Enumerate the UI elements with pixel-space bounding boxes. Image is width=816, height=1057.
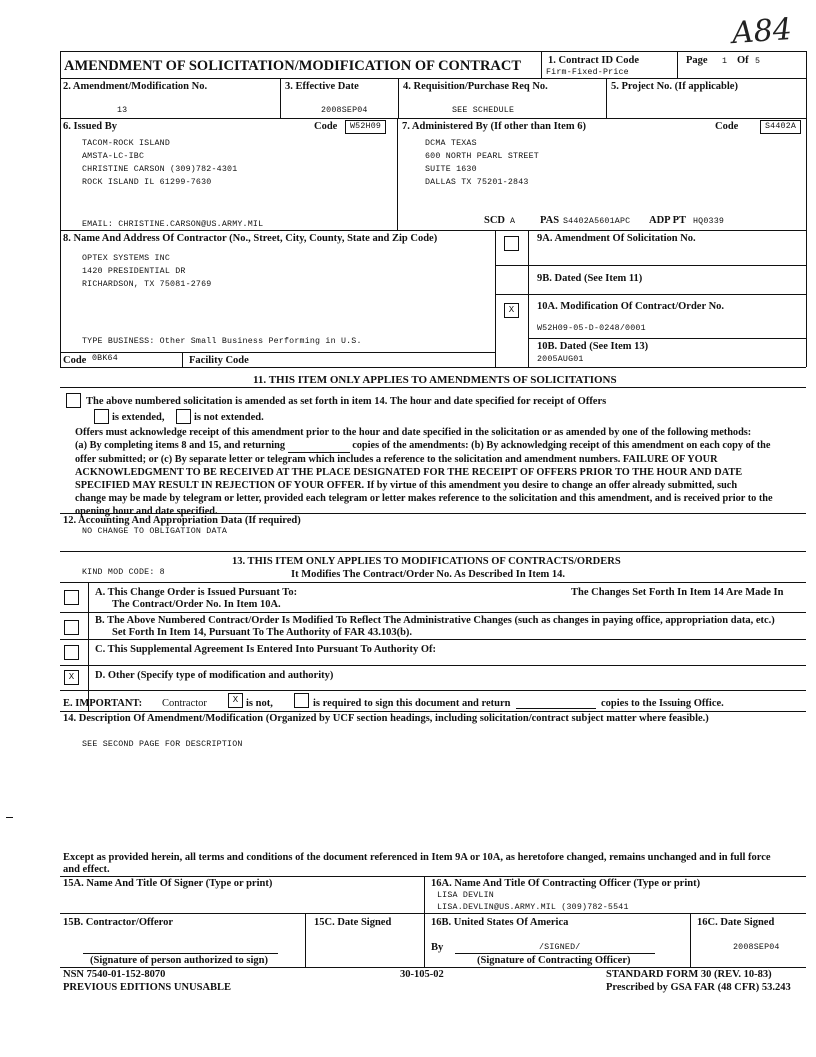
business-type: TYPE BUSINESS: Other Small Business Performing in U.S. (82, 337, 362, 346)
requisition-label: 4. Requisition/Purchase Req No. (403, 81, 548, 92)
issued-by-label: 6. Issued By (63, 121, 117, 132)
footer-standard-form: STANDARD FORM 30 (REV. 10-83) (606, 969, 772, 980)
item-13-heading: 13. THIS ITEM ONLY APPLIES TO MODIFICATIONS OF CONTRACTS/ORDERS (232, 556, 621, 567)
item-16a-name: LISA DEVLIN (437, 891, 494, 900)
footer-prescribed: Prescribed by GSA FAR (48 CFR) 53.243 (606, 982, 791, 993)
item-16c-label: 16C. Date Signed (697, 917, 775, 928)
officer-signature-caption: (Signature of Contracting Officer) (477, 955, 631, 966)
issued-by-email: EMAIL: CHRISTINE.CARSON@US.ARMY.MIL (82, 220, 264, 229)
is-extended-label: is extended, (112, 412, 165, 423)
is-extended-checkbox[interactable] (94, 409, 109, 424)
handwritten-page-mark: A84 (730, 11, 793, 52)
is-not-extended-checkbox[interactable] (176, 409, 191, 424)
is-not-extended-label: is not extended. (194, 412, 264, 423)
item-13c-line: C. This Supplemental Agreement Is Entered Into Pursuant To Authority Of: (95, 644, 437, 655)
item-13-subheading: It Modifies The Contract/Order No. As Described In Item 14. (291, 569, 566, 580)
item-13d-checkbox[interactable]: X (64, 670, 79, 685)
is-not-label: is not, (246, 698, 273, 709)
item-12-label: 12. Accounting And Appropriation Data (If required) (63, 515, 301, 526)
footer-form-code: 30-105-02 (400, 969, 444, 980)
item-16c-value: 2008SEP04 (733, 943, 780, 952)
issued-by-line-4: ROCK ISLAND IL 61299-7630 (82, 178, 212, 187)
officer-signed-value: /SIGNED/ (539, 943, 581, 952)
item-9b-label: 9B. Dated (See Item 11) (537, 273, 643, 284)
item-13d-line: D. Other (Specify type of modification and authority) (95, 670, 334, 681)
issued-by-line-3: CHRISTINE CARSON (309)782-4301 (82, 165, 238, 174)
of-label: Of (737, 55, 749, 66)
contractor-line-2: 1420 PRESIDENTIAL DR (82, 267, 186, 276)
amendment-no-value: 13 (117, 106, 128, 115)
pas-label: PAS (540, 215, 560, 226)
item-10a-checkbox[interactable]: X (504, 303, 519, 318)
item-11-line1: The above numbered solicitation is amended as set forth in item 14. The hour and date specified for receipt of Offers (86, 396, 607, 407)
item-12-value: NO CHANGE TO OBLIGATION DATA (82, 527, 228, 536)
item-15b-label: 15B. Contractor/Offeror (63, 917, 174, 928)
item-10a-value: W52H09-05-D-0248/0001 (537, 324, 646, 333)
item-14-value: SEE SECOND PAGE FOR DESCRIPTION (82, 740, 243, 749)
item-16a-contact: LISA.DEVLIN@US.ARMY.MIL (309)782-5541 (437, 903, 629, 912)
administered-by-code-label: Code (715, 121, 739, 132)
adp-pt-value: HQ0339 (693, 217, 725, 226)
item-9a-label: 9A. Amendment Of Solicitation No. (537, 233, 696, 244)
item-14-label: 14. Description Of Amendment/Modification (Organized by UCF section headings, including solicitation/contract subject matter where feasible.) (63, 713, 709, 724)
pas-value: S4402A5601APC (563, 217, 631, 226)
item-13a-checkbox[interactable] (64, 590, 79, 605)
except-text-1: Except as provided herein, all terms and conditions of the document referenced in Item 9A or 10A, as heretofore changed, remains unchanged and in full force (63, 852, 771, 863)
contractor-line-1: OPTEX SYSTEMS INC (82, 254, 171, 263)
item-9a-checkbox[interactable] (504, 236, 519, 251)
contractor-signature-caption: (Signature of person authorized to sign) (90, 955, 269, 966)
item-13b-line1: B. The Above Numbered Contract/Order Is Modified To Reflect The Administrative Changes (such as changes in paying office, appropriation data, etc.) (95, 615, 775, 626)
facility-code-label: Facility Code (189, 355, 249, 366)
kind-mod-code: KIND MOD CODE: 8 (82, 568, 165, 577)
item-11-heading: 11. THIS ITEM ONLY APPLIES TO AMENDMENTS OF SOLICITATIONS (253, 374, 617, 386)
page-label: Page (686, 55, 708, 66)
except-text-2: and effect. (63, 864, 110, 875)
effective-date-value: 2008SEP04 (321, 106, 368, 115)
administered-by-line-3: SUITE 1630 (425, 165, 477, 174)
footer-nsn: NSN 7540-01-152-8070 (63, 969, 166, 980)
item-13a-line1: A. This Change Order is Issued Pursuant To: (95, 587, 298, 598)
contract-id-value: Firm-Fixed-Price (546, 68, 629, 77)
administered-by-line-1: DCMA TEXAS (425, 139, 477, 148)
effective-date-label: 3. Effective Date (285, 81, 359, 92)
is-required-checkbox[interactable] (294, 693, 309, 708)
project-no-label: 5. Project No. (If applicable) (611, 81, 738, 92)
administered-by-code-value: S4402A (760, 120, 801, 134)
page-total: 5 (755, 57, 761, 66)
administered-by-line-4: DALLAS TX 75201-2843 (425, 178, 529, 187)
issued-by-line-1: TACOM-ROCK ISLAND (82, 139, 171, 148)
item-15c-label: 15C. Date Signed (314, 917, 392, 928)
footer-previous-editions: PREVIOUS EDITIONS UNUSABLE (63, 982, 232, 993)
administered-by-line-2: 600 NORTH PEARL STREET (425, 152, 539, 161)
issued-by-line-2: AMSTA-LC-IBC (82, 152, 145, 161)
contractor-label: 8. Name And Address Of Contractor (No., Street, City, County, State and Zip Code) (63, 233, 438, 244)
contractor-line-3: RICHARDSON, TX 75081-2769 (82, 280, 212, 289)
item-11-instructions: Offers must acknowledge receipt of this amendment prior to the hour and date specified in the solicitation or as amended by one of the following methods: (a) By completing items 8 and 15, and returning copies of the amendments: (b) By acknowledging receipt of this amendment on each copy of the offer submitted; or (c) By separate letter or telegram which includes a reference to the solicitation and amendment numbers. FAILURE OF YOUR ACKNOWLEDGMENT TO BE RECEIVED AT THE PLACE DESIGNATED FOR THE RECEIPT OF OFFERS PRIOR TO THE HOUR AND DATE SPECIFIED MAY RESULT IN REJECTION OF YOUR OFFER. If by virtue of this amendment you desire to change an offer already submitted, such change may be made by telegram or letter, provided each telegram or letter makes reference to the solicitation and this amendment, and is received prior to the opening hour and date specified. (75, 427, 773, 517)
item-10b-label: 10B. Dated (See Item 13) (537, 341, 649, 352)
item-16a-label: 16A. Name And Title Of Contracting Officer (Type or print) (431, 878, 701, 889)
important-contractor: Contractor (162, 698, 207, 709)
issued-by-code-value: W52H09 (345, 120, 386, 134)
adp-pt-label: ADP PT (649, 215, 687, 226)
item-13b-checkbox[interactable] (64, 620, 79, 635)
contractor-code-value: 0BK64 (92, 354, 118, 363)
item-13a-line2: The Contract/Order No. In Item 10A. (112, 599, 281, 610)
administered-by-label: 7. Administered By (If other than Item 6) (402, 121, 586, 132)
by-label: By (431, 942, 444, 953)
scd-value: A (510, 217, 516, 226)
item-10a-label: 10A. Modification Of Contract/Order No. (537, 301, 725, 312)
important-label: E. IMPORTANT: (63, 698, 143, 709)
item-11-solicitation-checkbox[interactable] (66, 393, 81, 408)
amendment-no-label: 2. Amendment/Modification No. (63, 81, 208, 92)
copies-label: copies to the Issuing Office. (601, 698, 724, 709)
contract-id-label: 1. Contract ID Code (548, 55, 639, 66)
contractor-code-label: Code (63, 355, 87, 366)
item-15a-label: 15A. Name And Title Of Signer (Type or print) (63, 878, 273, 889)
item-13c-checkbox[interactable] (64, 645, 79, 660)
is-not-checkbox[interactable]: X (228, 693, 243, 708)
form-title: AMENDMENT OF SOLICITATION/MODIFICATION OF CONTRACT (64, 58, 522, 74)
item-10b-value: 2005AUG01 (537, 355, 584, 364)
page-number: 1 (722, 57, 728, 66)
requisition-value: SEE SCHEDULE (452, 106, 515, 115)
item-13b-line2: Set Forth In Item 14, Pursuant To The Authority of FAR 43.103(b). (112, 627, 413, 638)
item-13a-right: The Changes Set Forth In Item 14 Are Made In (571, 587, 784, 598)
is-required-label: is required to sign this document and return (313, 698, 511, 709)
scd-label: SCD (484, 215, 506, 226)
issued-by-code-label: Code (314, 121, 338, 132)
item-16b-label: 16B. United States Of America (431, 917, 569, 928)
